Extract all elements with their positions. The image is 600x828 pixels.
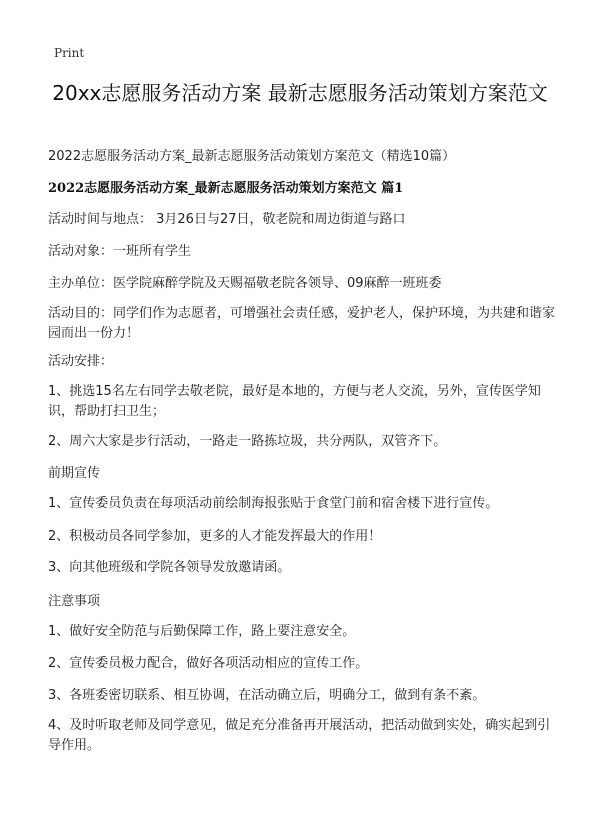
- paragraph-time-location: 活动时间与地点： 3月26日与27日，敬老院和周边街道与路口: [48, 212, 406, 227]
- paragraph-purpose: 活动目的：同学们作为志愿者，可增强社会责任感，爱护老人，保护环境，为共建和谐家园而出一份力！: [48, 306, 556, 341]
- paragraph-organizer: 主办单位：医学院麻醉学院及天赐福敬老院各领导、09麻醉一班班委: [48, 276, 442, 291]
- paragraph-notes-3: 3、各班委密切联系、相互协调，在活动确立后，明确分工，做到有条不紊。: [48, 688, 486, 703]
- paragraph-publicity-2: 2、积极动员各同学参加，更多的人才能发挥最大的作用！: [48, 529, 382, 544]
- paragraph-publicity-heading: 前期宣传: [48, 466, 101, 481]
- paragraph-notes-4: 4、及时听取老师及同学意见，做足充分准备再开展活动，把活动做到实处，确实起到引导作用。: [48, 718, 551, 753]
- paragraph-arrangement-2: 2、周六大家是步行活动，一路走一路拣垃圾，共分两队，双管齐下。: [48, 434, 447, 449]
- part-heading: 2022志愿服务活动方案_最新志愿服务活动策划方案范文 篇1: [48, 181, 404, 196]
- paragraph-arrangement-1: 1、挑选15名左右同学去敬老院，最好是本地的，方便与老人交流，另外，宣传医学知识，帮助打扫卫生；: [48, 384, 541, 419]
- paragraph-notes-heading: 注意事项: [48, 594, 101, 609]
- paragraph-notes-1: 1、做好安全防范与后勤保障工作，路上要注意安全。: [48, 624, 356, 639]
- paragraph-publicity-1: 1、宣传委员负责在每项活动前绘制海报张贴于食堂门前和宿舍楼下进行宣传。: [48, 496, 499, 511]
- document-subtitle: 2022志愿服务活动方案_最新志愿服务活动策划方案范文（精选10篇）: [48, 149, 456, 164]
- paragraph-target: 活动对象：一班所有学生: [48, 244, 192, 259]
- paragraph-notes-2: 2、宣传委员极力配合，做好各项活动相应的宣传工作。: [48, 656, 369, 671]
- document-title: 20xx志愿服务活动方案 最新志愿服务活动策划方案范文: [52, 81, 548, 105]
- paragraph-arrangement-heading: 活动安排：: [48, 354, 114, 369]
- paragraph-publicity-3: 3、向其他班级和学院各领导发放邀请函。: [48, 560, 291, 575]
- print-label: Print: [54, 46, 85, 60]
